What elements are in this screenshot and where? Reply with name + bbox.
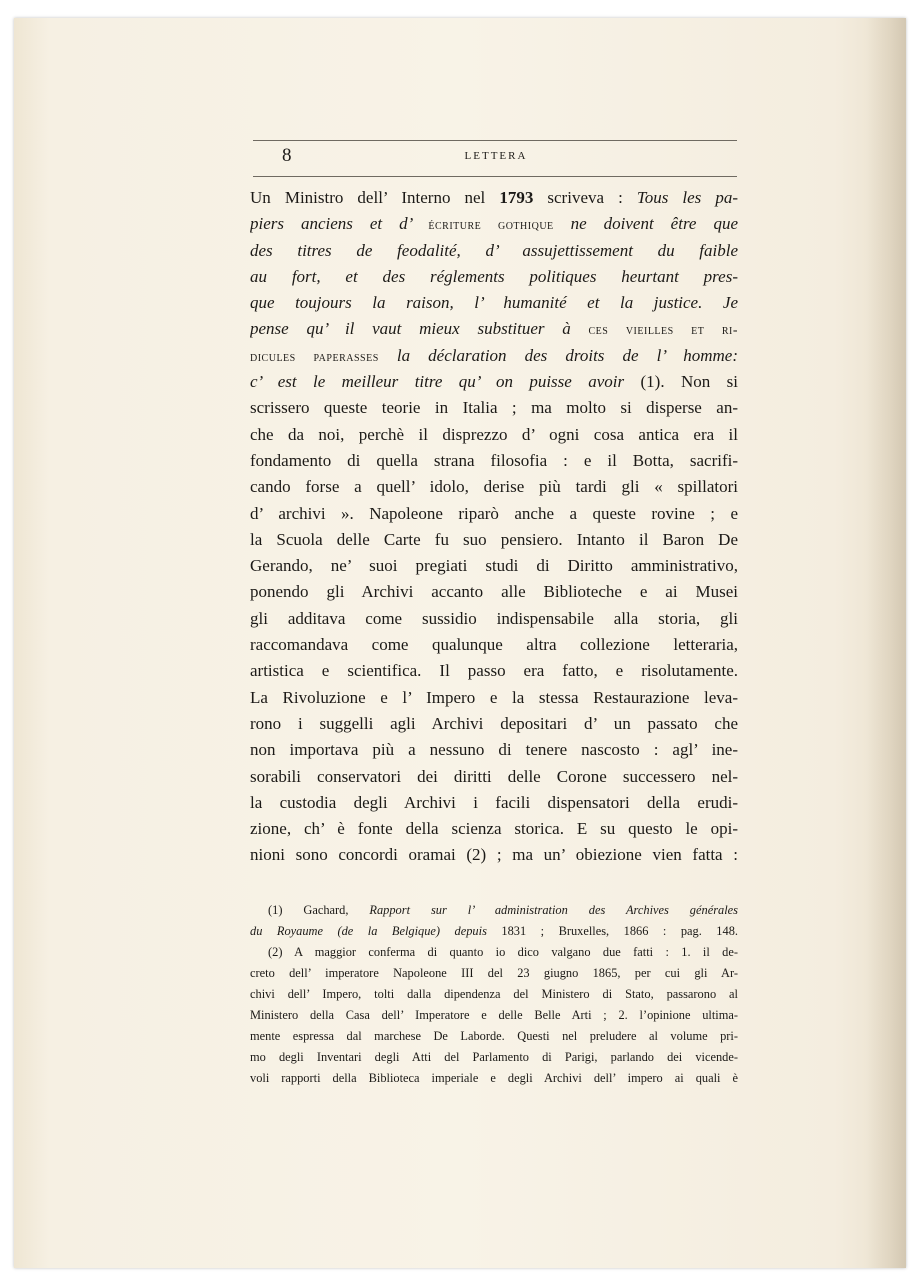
text-line — [250, 290, 738, 316]
text-line: che da noi, perchè il disprezzo d’ ogni cosa antica era il — [250, 424, 738, 444]
footnote-line: voli rapporti della Biblioteca imperiale e degli Archivi dell’ impero ai quali è — [250, 1071, 738, 1085]
text-line: sorabili conservatori dei diritti delle Corone successero nel- — [250, 766, 738, 786]
text-line — [250, 343, 738, 369]
text-line — [250, 264, 738, 290]
text-line: d’ archivi ». Napoleone riparò anche a queste rovine ; e — [250, 503, 738, 523]
text-line: fondamento di quella strana filosofia : e il Botta, sacrifi- — [250, 450, 738, 470]
french-quote: que toujours la raison, l’ humanité et la justice. Je — [250, 293, 738, 313]
text-line: la custodia degli Archivi i facili dispensatori della erudi- — [250, 792, 738, 812]
footnote-line — [250, 900, 738, 921]
citation-title: Rapport sur l’ administration des Archives générales — [369, 903, 738, 917]
footnote-line: creto dell’ imperatore Napoleone III del 23 giugno 1865, per cui gli Ar- — [250, 966, 738, 980]
main-text — [250, 185, 738, 869]
text-line: La Rivoluzione e l’ Impero e la stessa Restaurazione leva- — [250, 687, 738, 707]
small-caps: ces vieilles et ri- — [588, 323, 738, 339]
running-title: LETTERA — [464, 150, 528, 162]
header-rule-bottom — [253, 176, 737, 177]
paper-edge-shadow — [866, 18, 906, 1268]
text-span: (1) Gachard, — [268, 903, 370, 917]
page-number: 8 — [282, 145, 292, 166]
french-quote: des titres de feodalité, d’ assujettissement du faible — [250, 240, 738, 260]
french-quote: Tous les pa- — [636, 188, 738, 207]
citation-title: du Royaume (de la Belgique) depuis — [250, 924, 487, 938]
text-line: raccomandava come qualunque altra collezione letteraria, — [250, 635, 738, 655]
text-line — [250, 369, 738, 395]
text-span: 1831 ; Bruxelles, 1866 : pag. 148. — [486, 924, 738, 938]
text-line — [250, 211, 738, 237]
text-line: rono i suggelli agli Archivi depositari d’ un passato che — [250, 713, 738, 733]
french-quote: c’ est le meilleur titre qu’ on puisse avoir — [250, 372, 625, 392]
text-line — [250, 316, 738, 342]
text-line: scrissero queste teorie in Italia ; ma molto si disperse an- — [250, 398, 738, 418]
text-line: cando forse a quell’ idolo, derise più tardi gli « spillatori — [250, 477, 738, 497]
text-line — [250, 238, 738, 264]
year-bold: 1793 — [499, 188, 534, 207]
french-quote: ne doivent être que — [553, 214, 738, 234]
footnote-line: chivi dell’ Impero, tolti dalla dipendenza del Ministero di Stato, passarono al — [250, 987, 738, 1001]
text-line — [250, 185, 738, 211]
text-line: Gerando, ne’ suoi pregiati studi di Diritto amministrativo, — [250, 556, 738, 576]
text-span: (1). Non si — [624, 372, 738, 392]
text-line: la Scuola delle Carte fu suo pensiero. Intanto il Baron De — [250, 529, 738, 549]
footnote-line: mo degli Inventari degli Atti del Parlamento di Parigi, parlando dei vicende- — [250, 1050, 738, 1064]
french-quote: pense qu’ il vaut mieux substituer à — [250, 319, 589, 339]
small-caps: écriture gothique — [428, 218, 554, 234]
text-line: gli additava come sussidio indispensabile alla storia, gli — [250, 608, 738, 628]
footnote-line: Ministero della Casa dell’ Imperatore e delle Belle Arti ; 2. l’opinione ultima- — [250, 1008, 738, 1022]
footnote-line — [250, 921, 738, 942]
text-line: ponendo gli Archivi accanto alle Biblioteche e ai Musei — [250, 582, 738, 602]
small-caps: dicules paperasses — [250, 349, 379, 365]
text-span: Un Ministro dell’ Interno nel — [250, 188, 500, 207]
footnote-line: mente espressa dal marchese De Laborde. Questi nel preludere al volume pri- — [250, 1029, 738, 1043]
text-line: zione, ch’ è fonte della scienza storica. E su questo le opi- — [250, 819, 738, 839]
text-line: nioni sono concordi oramai (2) ; ma un’ obiezione vien fatta : — [250, 845, 738, 865]
french-quote: piers anciens et d’ — [250, 214, 429, 234]
text-line: artistica e scientifica. Il passo era fatto, e risolutamente. — [250, 661, 738, 681]
french-quote: la déclaration des droits de l’ homme: — [378, 345, 738, 365]
text-span: scriveva : — [533, 188, 637, 207]
header-rule-top — [253, 140, 737, 141]
french-quote: au fort, et des réglements politiques heurtant pres- — [250, 266, 738, 286]
text-line: non importava più a nessuno di tenere nascosto : agl’ ine- — [250, 740, 738, 760]
footnote-line: (2) A maggior conferma di quanto io dico valgano due fatti : 1. il de- — [268, 945, 738, 959]
footnotes — [250, 900, 738, 1089]
